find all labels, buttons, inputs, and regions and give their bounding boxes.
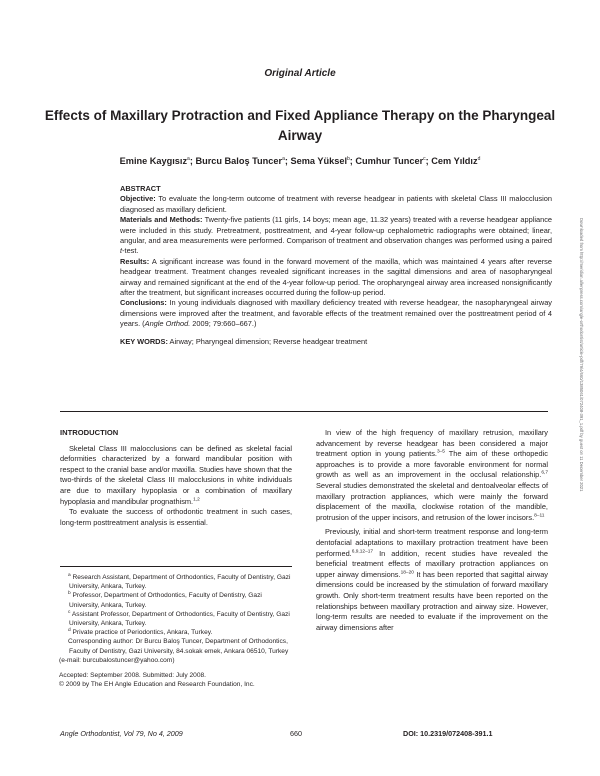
body-text: The aim of these orthopedic approaches is to provide a more favorable environment for normal growth as well as an improvement in the occlusal relationship.: [316, 449, 548, 480]
affiliation-mark: a: [282, 155, 285, 162]
footer-page-number: 660: [290, 729, 302, 738]
footnote-c: [60, 610, 292, 628]
citation-journal: Angle Orthod.: [144, 319, 191, 329]
body-text: Several studies demonstrated the skeletal and dentoalveolar effects of maxillary protraction appliances, which were mainly the forward displacement of the maxilla, clockwise rotation of the mandible, protrusion of the upper incisors, and retrusion of the lower incisors.: [316, 480, 548, 522]
abstract-conclusions: [120, 298, 552, 329]
methods-label: Materials and Methods:: [120, 215, 203, 225]
methods-t: t: [120, 246, 123, 256]
author-list: [20, 156, 580, 166]
results-label: Results:: [120, 256, 150, 266]
footnote-d: [60, 628, 292, 637]
author-separator: ;: [284, 156, 291, 166]
footer-journal: Angle Orthodontist, Vol 79, No 4, 2009: [60, 729, 183, 738]
copyright: © 2009 by The EH Angle Education and Research Foundation, Inc.: [59, 681, 255, 689]
objective-label: Objective:: [120, 194, 156, 204]
affiliation-mark: a: [187, 155, 190, 162]
section-divider: [60, 411, 548, 412]
author-separator: ;: [189, 156, 196, 166]
left-column: [60, 428, 292, 528]
author: Emine Kaygısız: [119, 156, 188, 166]
ref-mark: 8–11: [534, 513, 545, 519]
author-separator: ;: [349, 156, 356, 166]
accepted-date: Accepted: September 2008. Submitted: July 2008.: [59, 672, 206, 680]
ref-mark: 6,9,12–17: [351, 549, 374, 555]
abstract: [120, 184, 552, 347]
methods-text: Twenty-five patients (11 girls, 14 boys; mean age, 11.32 years) treated with a reverse headgear appliance were included in this study. Pretreatment, posttreatment, and 4-year follow-up cephalometric radiographs were obtained; linear, angular, and area measurements were performed. Comparison of treatment and observation changes was performed using a paired: [120, 215, 552, 246]
section-label: Original Article: [264, 68, 336, 79]
article-title: Effects of Maxillary Protraction and Fixed Appliance Therapy on the Pharyngeal Airway: [44, 108, 556, 143]
right-paragraph-2: [316, 527, 548, 633]
corresponding-author: Corresponding author: Dr Burcu Baloş Tuncer, Department of Orthodontics, Faculty of Dentistry, Gazi University, 84.sokak emek, Ankara 06510, Turkey: [68, 638, 289, 655]
body-text: It has been reported that sagittal airway dimensions could be increased by the stimulation of forward maxillary growth. Only short-term treatment results have been reported on the relationships between maxillary protraction and airway size. However, long-term results are needed to evaluate if the improvement on the airway dimensions after: [316, 569, 548, 632]
footer-doi[interactable]: DOI: 10.2319/072408-391.1: [403, 729, 493, 738]
footnote-a: [60, 573, 292, 591]
intro-paragraph-2: To evaluate the success of orthodontic treatment in such cases, long-term posttreatment analysis is essential.: [60, 507, 292, 527]
intro-p1-text: Skeletal Class III malocclusions can be defined as skeletal facial deformities characterized by a forward mandibular position with respect to the cranial base and/or maxilla. Studies have shown that the two-thirds of the skeletal Class III malocclusions in white individuals are due to maxillary hypoplasia or a combination of maxillary hypoplasia and mandibular prognathism.: [60, 443, 292, 506]
ref-mark: 18–20: [400, 570, 414, 576]
author: Sema Yüksel: [290, 156, 348, 166]
methods-end: -test.: [122, 246, 139, 256]
affiliation-mark: b: [347, 155, 350, 162]
footnote-text: Research Assistant, Department of Orthodontics, Faculty of Dentistry, Gazi University, Ankara, Turkey.: [69, 574, 291, 591]
footnote-text: Professor, Department of Orthodontics, Faculty of Dentistry, Gazi University, Ankara, Turkey.: [69, 592, 262, 609]
footnote-text: Assistant Professor, Department of Orthodontics, Faculty of Dentistry, Gazi University, Ankara, Turkey.: [69, 610, 290, 628]
author: Burcu Baloş Tuncer: [195, 156, 283, 166]
body-text: In addition, recent studies have revealed the beneficial treatment effects of maxillary protraction appliances on upper airway dimensions.: [316, 548, 548, 579]
affiliation-mark: c: [423, 155, 426, 162]
body-text: Previously, initial and short-term treatment response and long-term dentofacial adaptations to maxillary protraction treatment have been performed.: [316, 527, 548, 558]
ref-mark: 1,2: [193, 497, 200, 503]
abstract-heading: ABSTRACT: [120, 184, 161, 193]
citation-rest: 2009; 79:660–667.): [190, 319, 257, 329]
conclusions-label: Conclusions:: [120, 298, 167, 308]
abstract-objective: [120, 194, 552, 215]
footnote-text: Private practice of Periodontics, Ankara, Turkey.: [70, 629, 213, 637]
footnote-b: [60, 591, 292, 609]
abstract-results: [120, 257, 552, 299]
author: Cem Yıldız: [431, 156, 478, 166]
footnote-rule: [60, 566, 292, 567]
conclusions-text: In young individuals diagnosed with maxillary deficiency treated with reverse headgear, the nasopharyngeal airway dimensions were improved after the treatment, and favorable effects of the treatment remained over the posttreatment period of 4 years. (: [120, 298, 552, 329]
keywords-label: KEY WORDS:: [120, 336, 168, 346]
ref-mark: 3–5: [436, 449, 445, 455]
ref-mark: 6,7: [541, 470, 548, 476]
author-separator: ;: [425, 156, 432, 166]
corresponding-email: (e-mail: burcubalostuncer@yahoo.com): [59, 656, 175, 664]
footnote-mark: d: [68, 628, 71, 634]
footnote-mark: b: [68, 591, 71, 597]
author: Cumhur Tuncer: [355, 156, 424, 166]
results-text: A significant increase was found in the forward movement of the maxilla, which was maintained 4 years after reverse headgear treatment. Treatment changes revealed significant increases in the sagittal dimensions and area of nasopharyngeal airway and remained significant at the end of the 4-year follow-up period. The oropharyngeal airway area increased nonsignificantly after the treatment, but significant increases occurred during the follow-up period.: [120, 256, 552, 298]
footnote-mark: c: [68, 609, 71, 615]
affiliation-mark: d: [477, 155, 481, 162]
keywords-text: Airway; Pharyngeal dimension; Reverse headgear treatment: [167, 336, 368, 346]
footnotes: [60, 573, 292, 689]
abstract-methods: [120, 215, 552, 257]
keywords: [120, 337, 552, 347]
right-paragraph-1: [316, 428, 548, 523]
download-watermark: Downloaded from http://meridian.allenpress.com/angle-orthodontist/article-pdf/79/4/660/1385061/072408-391_1.pdf by guest on 11 December 2021: [579, 218, 584, 492]
footnote-mark: a: [68, 572, 71, 578]
introduction-heading: INTRODUCTION: [60, 428, 119, 437]
right-column: [316, 428, 548, 633]
objective-text: To evaluate the long-term outcome of treatment with reverse headgear in patients with skeletal Class III malocclusion diagnosed as maxillary deficient.: [120, 194, 552, 214]
intro-paragraph-1: [60, 444, 292, 508]
body-text: In view of the high frequency of maxillary retrusion, maxillary advancement by reverse headgear has been considered a major treatment option in young patients.: [316, 428, 548, 459]
